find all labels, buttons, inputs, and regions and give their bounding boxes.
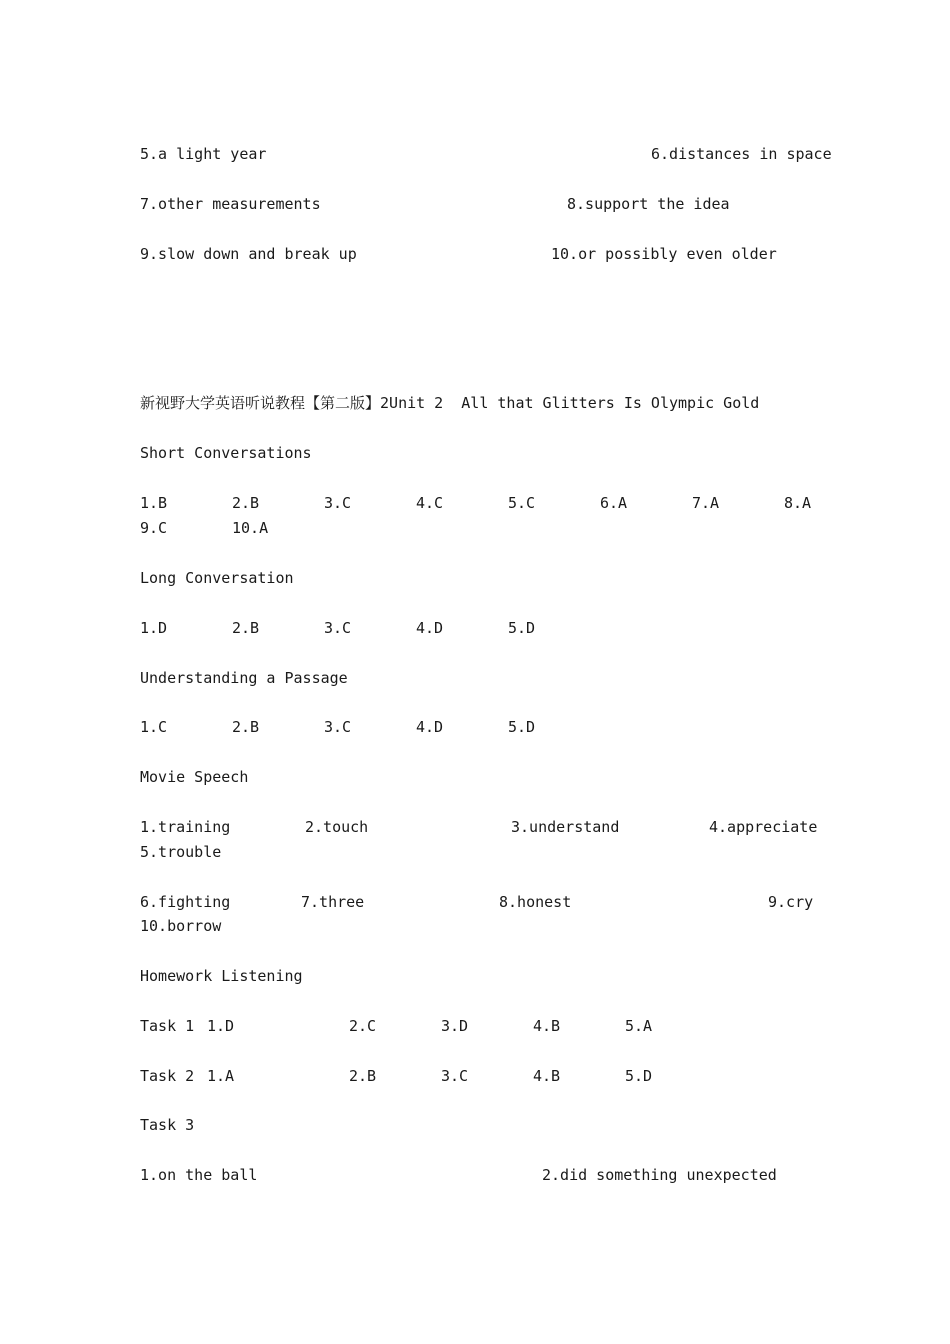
answer-item: 1.on the ball (140, 1166, 258, 1184)
task-label: Task 2 (140, 1067, 195, 1085)
task-label: Task 1 (140, 1017, 195, 1035)
unit-title: 新视野大学英语听说教程【第二版】2Unit 2 All that Glitters Is Olympic Gold (140, 394, 760, 412)
answer-line: 5.a light year (140, 145, 267, 163)
task-label: Task 3 (140, 1116, 195, 1134)
answer-item: 4.B (533, 1017, 561, 1035)
answer-line: 8.support the idea (567, 195, 730, 213)
answer-line: 7.other measurements (140, 195, 321, 213)
answer-item: 10.borrow (140, 917, 222, 935)
answer-item: 2.B (232, 619, 260, 637)
answer-item: 3.C (441, 1067, 469, 1085)
answer-item: 7.A (692, 494, 720, 512)
answer-item: 1.B (140, 494, 168, 512)
answer-item: 5.D (508, 619, 536, 637)
answer-item: 2.B (232, 494, 260, 512)
answer-item: 1.D (207, 1017, 235, 1035)
answer-item: 4.D (416, 718, 444, 736)
answer-item: 10.A (232, 519, 269, 537)
answer-item: 1.C (140, 718, 168, 736)
section-heading: Movie Speech (140, 768, 249, 786)
answer-item: 8.honest (499, 893, 572, 911)
answer-item: 1.training (140, 818, 231, 836)
answer-item: 3.C (324, 718, 352, 736)
answer-item: 2.B (349, 1067, 377, 1085)
section-heading: Short Conversations (140, 444, 312, 462)
answer-item: 2.C (349, 1017, 377, 1035)
answer-item: 4.B (533, 1067, 561, 1085)
section-heading: Understanding a Passage (140, 669, 348, 687)
answer-item: 5.C (508, 494, 536, 512)
answer-line: 9.slow down and break up (140, 245, 357, 263)
answer-item: 2.did something unexpected (542, 1166, 777, 1184)
answer-item: 4.C (416, 494, 444, 512)
answer-item: 3.D (441, 1017, 469, 1035)
section-heading: Long Conversation (140, 569, 294, 587)
answer-line: 6.distances in space (651, 145, 832, 163)
answer-item: 2.B (232, 718, 260, 736)
answer-item: 2.touch (305, 818, 369, 836)
section-heading: Homework Listening (140, 967, 303, 985)
answer-item: 1.D (140, 619, 168, 637)
answer-item: 5.D (508, 718, 536, 736)
answer-item: 5.D (625, 1067, 653, 1085)
answer-item: 6.A (600, 494, 628, 512)
answer-item: 5.trouble (140, 843, 222, 861)
answer-item: 5.A (625, 1017, 653, 1035)
answer-item: 3.C (324, 619, 352, 637)
answer-item: 9.cry (768, 893, 814, 911)
answer-item: 1.A (207, 1067, 235, 1085)
answer-item: 3.C (324, 494, 352, 512)
answer-item: 9.C (140, 519, 168, 537)
answer-item: 8.A (784, 494, 812, 512)
answer-item: 4.D (416, 619, 444, 637)
answer-line: 10.or possibly even older (551, 245, 777, 263)
answer-item: 3.understand (511, 818, 620, 836)
answer-item: 4.appreciate (709, 818, 818, 836)
answer-item: 7.three (301, 893, 365, 911)
answer-item: 6.fighting (140, 893, 231, 911)
